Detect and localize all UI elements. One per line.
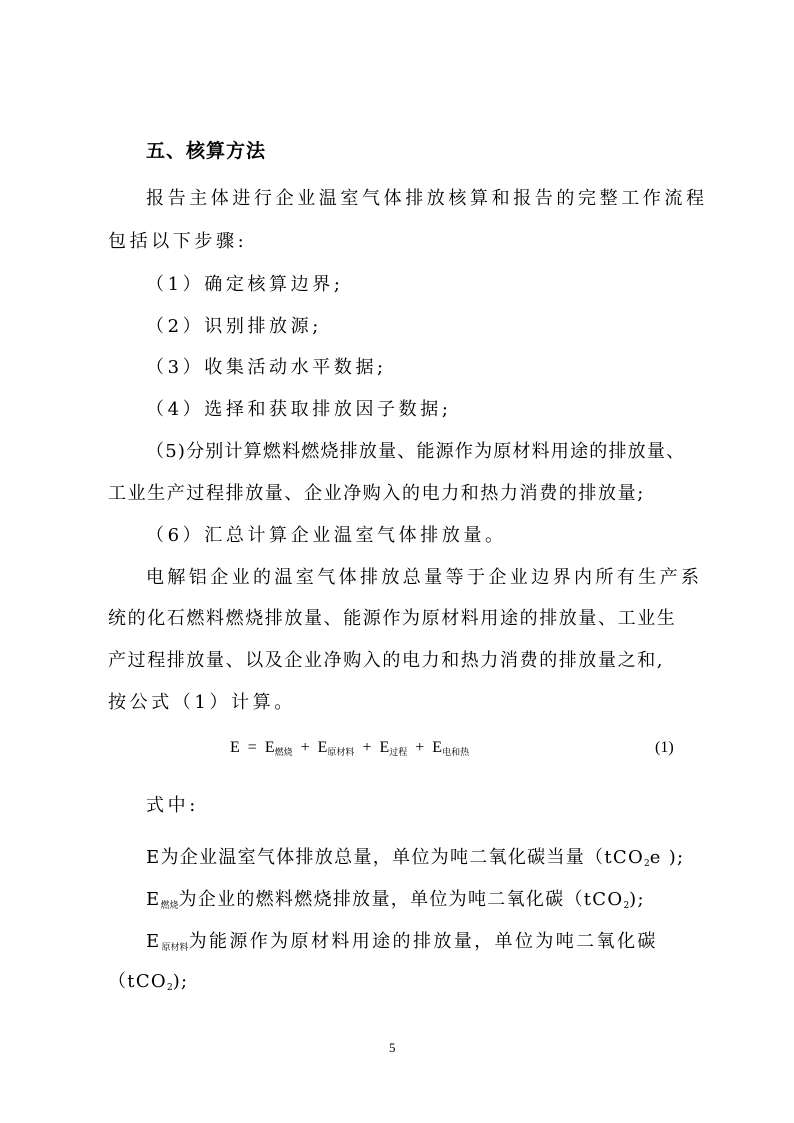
step-3: （3）收集活动水平数据; [146,357,387,378]
formula-lhs: E [230,739,240,756]
intro-line-2: 包括以下步骤: [108,231,248,252]
intro-line-1: 报告主体进行企业温室气体排放核算和报告的完整工作流程 [146,188,708,209]
definition-e-raw-material-unit: （tCO2); [108,971,189,993]
step-1: （1）确定核算边界; [146,274,344,295]
equation-number: (1) [655,739,674,756]
formula-term-process: E过程 [379,739,408,757]
emission-formula [230,739,469,757]
step-2: （2）识别排放源; [146,316,322,337]
page-number: 5 [389,1040,396,1055]
section-heading: 五、核算方法 [146,140,267,162]
paragraph-2-line-2: 统的化石燃料燃烧排放量、能源作为原材料用途的排放量、工业生 [108,608,677,629]
step-4: （4）选择和获取排放因子数据; [146,399,452,420]
paragraph-2-line-1: 电解铝企业的温室气体排放总量等于企业边界内所有生产系 [146,567,703,588]
formula-term-raw-material: E原材料 [317,739,355,757]
formula-equals: = [247,739,257,756]
formula-term-combustion: E燃烧 [264,739,293,757]
formula-plus: + [300,739,310,756]
where-label: 式中: [146,795,199,816]
definition-e-raw-material: E原材料为能源作为原材料用途的排放量，单位为吨二氧化碳 [146,931,658,953]
definition-e-total: E为企业温室气体排放总量，单位为吨二氧化碳当量（tCO2e ); [146,847,685,869]
step-5-continued: 工业生产过程排放量、企业净购入的电力和热力消费的排放量; [108,483,645,504]
step-5: （5)分别计算燃料燃烧排放量、能源作为原材料用途的排放量、 [146,441,686,462]
step-6: （6）汇总计算企业温室气体排放量。 [146,525,507,546]
formula-plus: + [415,739,425,756]
formula-plus: + [362,739,372,756]
paragraph-2-line-3: 产过程排放量、以及企业净购入的电力和热力消费的排放量之和, [108,650,665,671]
definition-e-combustion: E燃烧为企业的燃料燃烧排放量，单位为吨二氧化碳（tCO2); [146,889,645,911]
formula-term-electricity-heat: E电和热 [432,739,470,757]
paragraph-2-line-4: 按公式（1）计算。 [108,692,296,713]
